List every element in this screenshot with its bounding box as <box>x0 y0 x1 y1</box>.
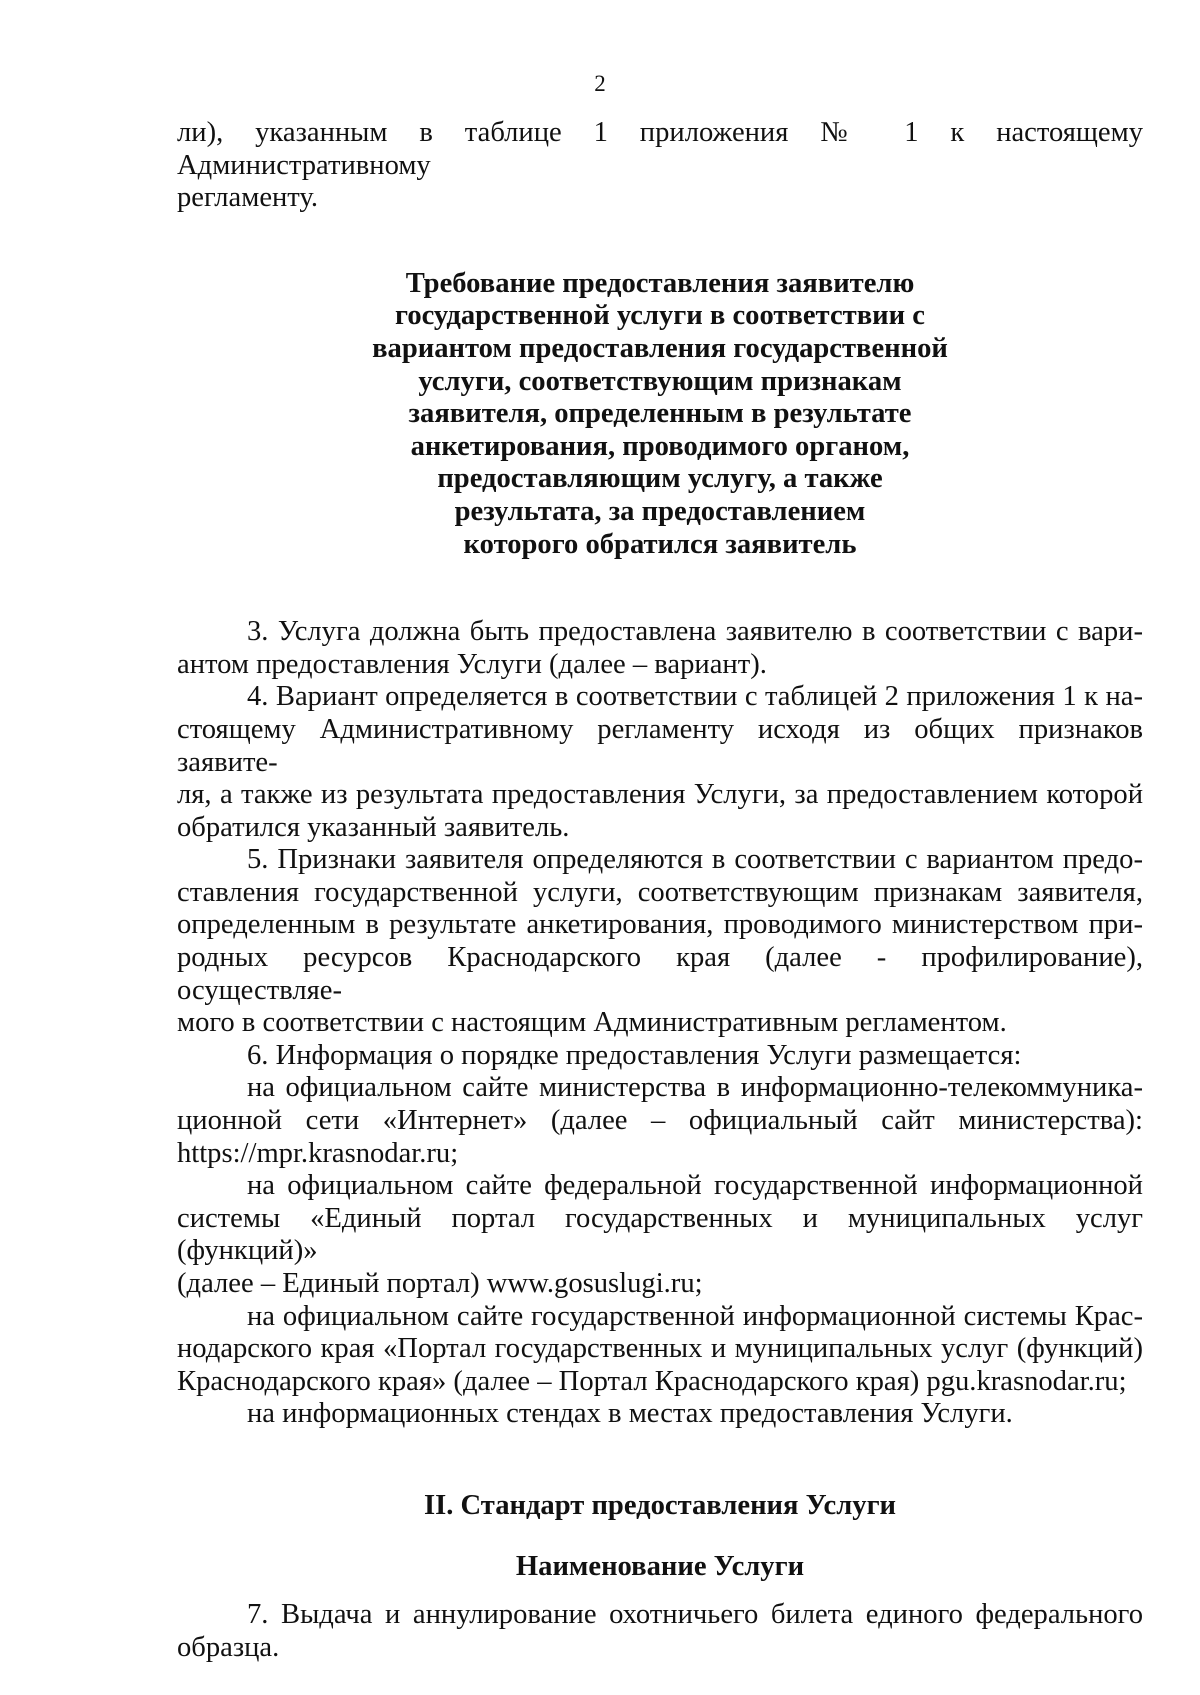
heading-line: анкетирования, проводимого органом, <box>410 430 910 462</box>
subsection-heading: Наименование Услуги <box>515 1550 805 1582</box>
intro-line: регламенту. <box>177 182 319 214</box>
heading-line: государственной услуги в соответствии с <box>395 300 925 332</box>
ministry-site-line: ционной сети «Интернет» (далее – официальный сайт министерства): <box>177 1105 1143 1137</box>
heading-line: которого обратился заявитель <box>463 528 857 560</box>
paragraph-7-line: 7. Выдача и аннулирование охотничьего билета единого федерального <box>247 1599 1143 1631</box>
ministry-site-line: на официальном сайте министерства в информационно-телекоммуника- <box>247 1072 1143 1104</box>
krasnodar-portal-line: нодарского края «Портал государственных и муниципальных услуг (функций) <box>177 1333 1143 1365</box>
heading-line: Требование предоставления заявителю <box>405 267 915 299</box>
paragraph-3-line: 3. Услуга должна быть предоставлена заявителю в соответствии с вари- <box>247 616 1143 648</box>
paragraph-5-line: родных ресурсов Краснодарского края (далее - профилирование), осуществляе- <box>177 942 1143 1006</box>
paragraph-4-line: стоящему Административному регламенту исходя из общих признаков заявите- <box>177 713 1143 778</box>
paragraph-4-line: ля, а также из результата предоставления Услуги, за предоставлением которой <box>177 779 1143 811</box>
section-heading: II. Стандарт предоставления Услуги <box>423 1489 897 1521</box>
paragraph-5-line: определенным в результате анкетирования, проводимого министерством при- <box>177 909 1143 941</box>
intro-line: ли), указанным в таблице 1 приложения № 1 к настоящему Административному <box>177 117 1143 181</box>
paragraph-5-line: ставления государственной услуги, соответствующим признакам заявителя, <box>177 876 1143 908</box>
heading-line: услуги, соответствующим признакам <box>418 365 902 397</box>
heading-line: заявителя, определенным в результате <box>408 398 912 430</box>
paragraph-5-line: 5. Признаки заявителя определяются в соответствии с вариантом предо- <box>247 844 1143 876</box>
unified-portal-url: (далее – Единый портал) www.gosuslugi.ru; <box>177 1268 703 1299</box>
heading-line: результата, за предоставлением <box>454 495 866 527</box>
paragraph-7-line: образца. <box>177 1631 280 1663</box>
paragraph-4-line: обратился указанный заявитель. <box>177 811 570 843</box>
ministry-site-url: https://mpr.krasnodar.ru; <box>177 1137 459 1169</box>
unified-portal-line: на официальном сайте федеральной государственной информационной <box>247 1170 1143 1202</box>
unified-portal-line: системы «Единый портал государственных и муниципальных услуг (функций)» <box>177 1202 1143 1267</box>
document-body <box>177 117 1143 1664</box>
page-number: 2 <box>594 71 606 96</box>
paragraph-5-line: мого в соответствии с настоящим Административным регламентом. <box>177 1007 1007 1039</box>
paragraph-6-line: 6. Информация о порядке предоставления Услуги размещается: <box>247 1039 1022 1071</box>
heading-line: вариантом предоставления государственной <box>372 332 948 364</box>
paragraph-3-line: антом предоставления Услуги (далее – вариант). <box>177 648 767 680</box>
requirement-heading <box>350 268 970 561</box>
krasnodar-portal-url: Краснодарского края» (далее – Портал Краснодарского края) pgu.krasnodar.ru; <box>177 1365 1127 1397</box>
info-stands-line: на информационных стендах в местах предоставления Услуги. <box>247 1398 1013 1430</box>
paragraph-4-line: 4. Вариант определяется в соответствии с таблицей 2 приложения 1 к на- <box>247 681 1143 713</box>
heading-line: предоставляющим услугу, а также <box>437 463 883 495</box>
krasnodar-portal-line: на официальном сайте государственной информационной системы Крас- <box>247 1300 1143 1332</box>
